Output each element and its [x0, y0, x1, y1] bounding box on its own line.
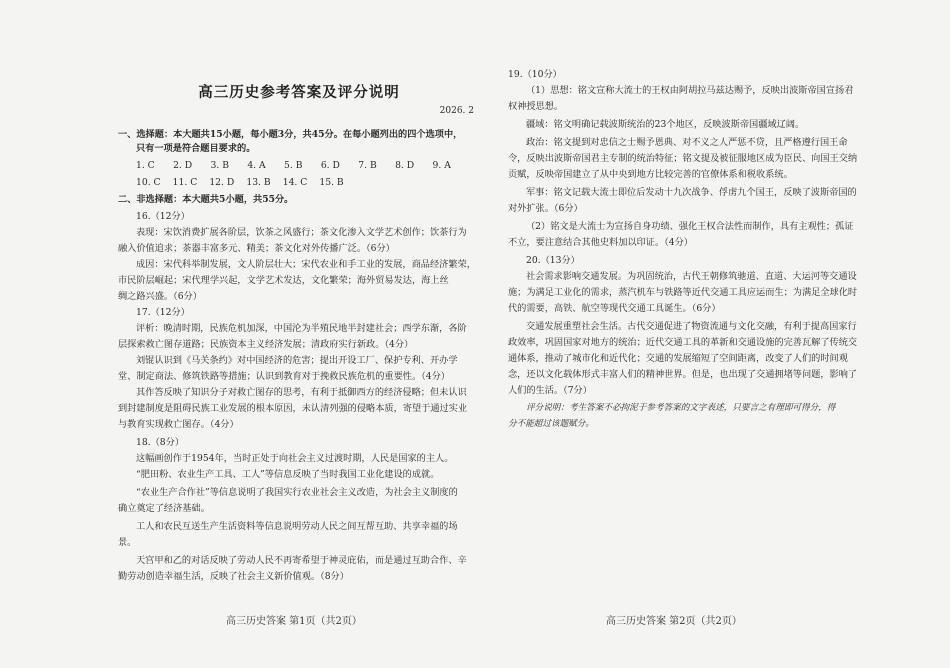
page-1 — [118, 0, 480, 668]
q17-line: 评析：晚清时期，民族危机加深，中国沦为半殖民地半封建社会；西学东渐，各阶 — [136, 323, 467, 334]
q19-line: （2）铭文是大流士为宣扬自身功绩、强化王权合法性而制作，具有主观性；孤证 — [526, 221, 854, 232]
q19-line: 权神授思想。 — [508, 101, 564, 112]
q16-heading: 16.（12分） — [136, 211, 190, 222]
q18-heading: 18.（8分） — [136, 437, 185, 448]
q20-line: 通体系，推动了城市化和近代化；交通的发展缩短了空间距离，改变了人们的时间观 — [508, 353, 848, 364]
page-footer: 高三历史答案 第2页（共2页） — [606, 616, 742, 627]
q19-line: 对外扩张。（6分） — [508, 203, 583, 214]
q16-line: 成因：宋代科举制发展，文人阶层壮大；宋代农业和手工业的发展，商品经济繁荣， — [136, 259, 476, 270]
mc-answers-row-2: 10. C 11. C 12. D 13. B 14. C 15. B — [136, 177, 344, 188]
q18-line: 勤劳动创造幸福生活，反映了社会主义新价值观。（8分） — [118, 571, 349, 582]
q17-line: 层探索救亡图存道路；民族资本主义经济发展；清政府实行新政。（4分） — [118, 339, 414, 350]
q17-heading: 17.（12分） — [136, 307, 190, 318]
q18-line: “肥田粉、农业生产工具、工人”等信息反映了当时我国工业化建设的成就。 — [136, 469, 440, 480]
q18-line: 这幅画创作于1954年，当时正处于向社会主义过渡时期，人民是国家的主人。 — [136, 453, 454, 464]
q20-line: 施；为满足工业化的需求，蒸汽机车与铁路等近代交通工具应运而生；为满足全球化时 — [508, 287, 858, 298]
section-1-heading: 一、选择题：本大题共15小题，每小题3分，共45分。在每小题列出的四个选项中， — [118, 129, 463, 140]
page-footer: 高三历史答案 第1页（共2页） — [226, 616, 362, 627]
q16-line: 市民阶层崛起；宋代理学兴起，文学艺术发达，文化繁荣；海外贸易发达，海上丝 — [118, 275, 449, 286]
q19-line: 贡赋，反映帝国建立了从中央到地方比较完善的官僚体系和税收系统。 — [508, 169, 793, 180]
q20-line: 代的需要，高铁、航空等现代交通工具诞生。（6分） — [508, 303, 721, 314]
page-title: 高三历史参考答案及评分说明 — [198, 84, 400, 101]
q20-line: 念，还以文化载体形式丰富人们的精神世界。但是，也出现了交通拥堵等问题，影响了 — [508, 369, 858, 380]
q20-heading: 20.（13分） — [526, 255, 580, 266]
q18-line: 天宫甲和乙的对话反映了劳动人民不再寄希望于神灵庇佑，而是通过互助合作、辛 — [136, 555, 467, 566]
q20-line: 政效率，巩固国家对地方的统治；近代交通工具的革新和交通设施的完善瓦解了传统交 — [508, 337, 858, 348]
q16-line: 表现：宋饮消费扩展各阶层，饮茶之风盛行；茶文化渗入文学艺术创作；饮茶行为 — [136, 227, 467, 238]
q18-line: “农业生产合作社”等信息说明了我国实行农业社会主义改造，为社会主义制度的 — [136, 487, 458, 498]
q18-line: 景。 — [118, 537, 137, 548]
scoring-note-cont: 分不能超过该题赋分。 — [508, 419, 594, 429]
q19-heading: 19.（10分） — [508, 69, 562, 80]
q17-line: 刘锟认识到《马关条约》对中国经济的危害；提出开设工厂、保护专利、开办学 — [136, 355, 458, 366]
q19-line: 疆域：铭文明确记载波斯统治的23个地区，反映波斯帝国疆域辽阔。 — [526, 119, 805, 130]
q17-line: 堂、制定商法、修筑铁路等措施；认识到教育对于挽救民族危机的重要性。（4分） — [118, 371, 450, 382]
mc-answers-row-1: 1. C 2. D 3. B 4. A 5. B 6. D 7. B 8. D 9. A — [136, 160, 451, 171]
q18-line: 确立奠定了经济基础。 — [118, 503, 210, 514]
q18-line: 工人和农民互送生产生活资料等信息说明劳动人民之间互帮互助、共享幸福的场 — [136, 521, 458, 532]
scoring-note: 评分说明：考生答案不必拘泥于参考答案的文字表述，只要言之有理即可得分，得 — [526, 403, 836, 413]
q17-line: 与教育实现救亡图存。（4分） — [118, 419, 239, 430]
q17-line: 到封建制度是阻碍民族工业发展的根本原因，未认清列强的侵略本质，寄望于通过实业 — [118, 403, 468, 414]
q20-line: 社会需求影响交通发展。为巩固统治，古代王朝修筑驰道、直道、大运河等交通设 — [526, 271, 857, 282]
q20-line: 交通发展重塑社会生活。古代交通促进了物资流通与文化交融，有利于提高国家行 — [526, 321, 857, 332]
q16-line: 绸之路兴盛。（6分） — [118, 291, 202, 302]
q19-line: 不立，要注意结合其他史料加以印证。（4分） — [508, 237, 693, 248]
section-2-heading: 二、非选择题：本大题共5小题，共55分。 — [118, 194, 294, 205]
q17-line: 其作答反映了知识分子对救亡图存的思考，有利于抵御西方的经济侵略；但未认识 — [136, 387, 467, 398]
q19-line: 令，反映出波斯帝国君主专制的统治特征；铭文提及被征服地区成为臣民、向国王交纳 — [508, 153, 858, 164]
section-1-heading-cont: 只有一项是符合题目要求的。 — [136, 143, 256, 154]
q19-line: 政治：铭文提到对忠信之士赐予恩典、对不义之人严惩不贷，且严格遵行国王命 — [526, 137, 848, 148]
q20-line: 人们的生活。（7分） — [508, 385, 592, 396]
q16-line: 融入价值追求；茶器丰富多元、精美；茶文化对外传播广泛。（6分） — [118, 243, 395, 254]
page-2 — [508, 0, 860, 668]
q19-line: 军事：铭文记载大流士即位后发动十九次战争、俘虏九个国王，反映了波斯帝国的 — [526, 187, 857, 198]
q19-line: （1）思想：铭文宣称大流士的王权由阿胡拉马兹达赐予，反映出波斯帝国宣扬君 — [526, 85, 854, 96]
date-label: 2026. 2 — [439, 106, 474, 116]
